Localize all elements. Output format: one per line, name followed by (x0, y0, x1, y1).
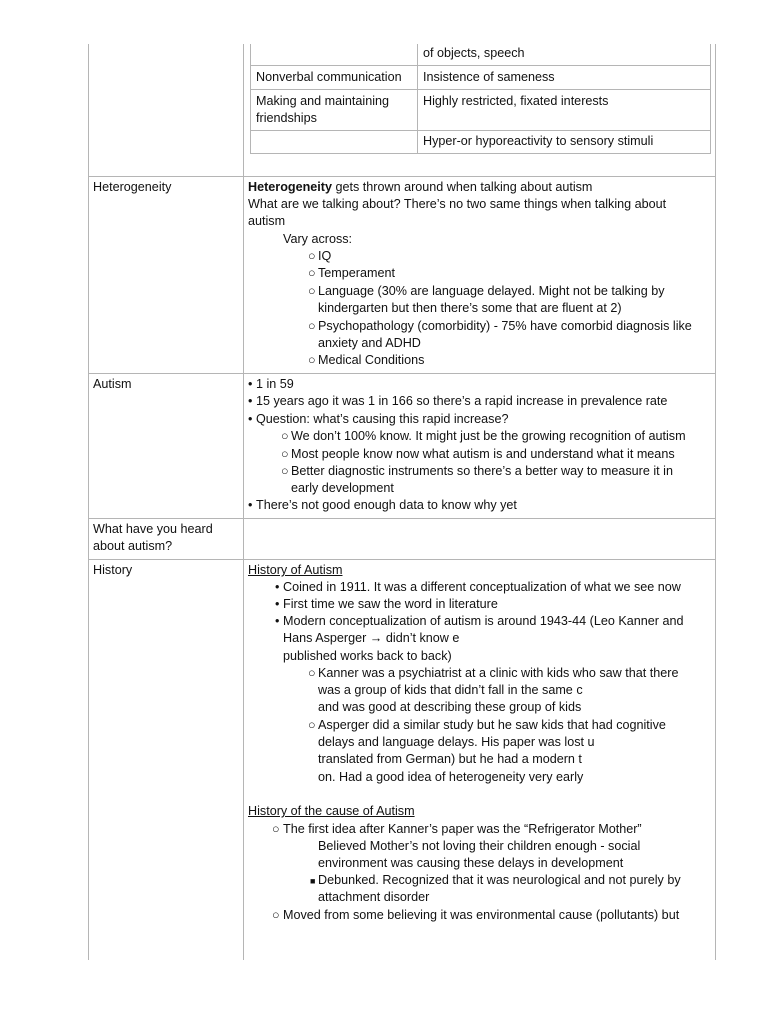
inner-row-divider (250, 130, 711, 131)
list-item: Debunked. Recognized that it was neurological and not purely by (318, 873, 681, 887)
inner-cell: Nonverbal communication (256, 70, 402, 84)
list-item: 1 in 59 (256, 377, 294, 391)
section-heading: History of the cause of Autism (248, 804, 415, 818)
bullet-circle-icon: ○ (308, 284, 316, 298)
list-item: Language (30% are language delayed. Might not be talking by (318, 284, 665, 298)
list-item: Modern conceptualization of autism is around 1943-44 (Leo Kanner and (283, 614, 684, 628)
list-item: Believed Mother’s not loving their children enough - social (318, 839, 641, 853)
text: gets thrown around when talking about autism (331, 180, 593, 194)
list-item: and was good at describing these group of kids (318, 700, 582, 714)
row-label-heard: What have you heard (93, 522, 213, 536)
list-item: Hans Asperger → didn’t know e (283, 631, 460, 645)
bullet-circle-icon: ○ (308, 353, 316, 367)
inner-table-column-divider (417, 44, 418, 154)
inner-cell: Hyper-or hyporeactivity to sensory stimuli (423, 134, 654, 148)
bullet-icon: • (275, 597, 280, 611)
list-item: on. Had a good idea of heterogeneity very early (318, 770, 584, 784)
row-divider (88, 176, 716, 177)
list-item: Moved from some believing it was environmental cause (pollutants) but (283, 908, 680, 922)
list-item: 15 years ago it was 1 in 166 so there’s a rapid increase in prevalence rate (256, 394, 668, 408)
list-item: Medical Conditions (318, 353, 425, 367)
list-item: translated from German) but he had a modern t (318, 752, 582, 766)
inner-cell: of objects, speech (423, 46, 525, 60)
list-item: delays and language delays. His paper was lost u (318, 735, 595, 749)
list-item: First time we saw the word in literature (283, 597, 498, 611)
list-item: Better diagnostic instruments so there’s a better way to measure it in (291, 464, 673, 478)
bullet-circle-icon: ○ (281, 447, 289, 461)
inner-row-divider (250, 89, 711, 90)
inner-cell: Insistence of sameness (423, 70, 555, 84)
bullet-circle-icon: ○ (308, 319, 316, 333)
table-column-divider (243, 44, 244, 960)
row-divider (88, 373, 716, 374)
list-item: Coined in 1911. It was a different conceptualization of what we see now (283, 580, 681, 594)
heterogeneity-line (248, 179, 592, 196)
bullet-icon: • (275, 614, 280, 628)
bullet-circle-icon: ○ (281, 464, 289, 478)
list-item: IQ (318, 249, 332, 263)
list-item: early development (291, 481, 394, 495)
list-item: Kanner was a psychiatrist at a clinic with kids who saw that there (318, 666, 679, 680)
inner-cell: Highly restricted, fixated interests (423, 94, 609, 108)
bullet-icon: • (248, 377, 253, 391)
list-item: The first idea after Kanner’s paper was the “Refrigerator Mother” (283, 822, 642, 836)
row-divider (88, 518, 716, 519)
bullet-circle-icon: ○ (272, 908, 280, 922)
inner-table-left-border (250, 44, 251, 154)
bullet-circle-icon: ○ (308, 249, 316, 263)
list-item: environment was causing these delays in development (318, 856, 624, 870)
inner-table-bottom-border (250, 153, 711, 154)
bullet-circle-icon: ○ (308, 266, 316, 280)
bullet-circle-icon: ○ (281, 429, 289, 443)
bullet-icon: • (275, 580, 280, 594)
list-item: published works back to back) (283, 649, 452, 663)
row-label-heard: about autism? (93, 539, 173, 553)
row-label-history: History (93, 563, 133, 577)
row-divider (88, 559, 716, 560)
list-item: We don’t 100% know. It might just be the growing recognition of autism (291, 429, 686, 443)
bullet-circle-icon: ○ (308, 718, 316, 732)
table-left-border (88, 44, 89, 960)
section-heading: History of Autism (248, 563, 343, 577)
bullet-circle-icon: ○ (272, 822, 280, 836)
bullet-circle-icon: ○ (308, 666, 316, 680)
list-item: attachment disorder (318, 890, 430, 904)
list-item: was a group of kids that didn’t fall in the same c (318, 683, 583, 697)
list-item: anxiety and ADHD (318, 336, 421, 350)
heterogeneity-line: autism (248, 214, 286, 228)
row-label-autism: Autism (93, 377, 132, 391)
heterogeneity-line: What are we talking about? There’s no two same things when talking about (248, 197, 667, 211)
bullet-icon: • (248, 498, 253, 512)
bullet-icon: • (248, 394, 253, 408)
inner-table-right-border (710, 44, 711, 154)
list-item: Psychopathology (comorbidity) - 75% have comorbid diagnosis like (318, 319, 692, 333)
bold-term: Heterogeneity (248, 180, 332, 194)
bullet-icon: • (248, 412, 253, 426)
list-item: Question: what’s causing this rapid increase? (256, 412, 509, 426)
row-label-heterogeneity: Heterogeneity (93, 180, 172, 194)
list-item: Temperament (318, 266, 395, 280)
list-item: There’s not good enough data to know why yet (256, 498, 517, 512)
list-item: Most people know now what autism is and understand what it means (291, 447, 675, 461)
bullet-square-icon: ■ (310, 876, 316, 886)
inner-row-divider (250, 65, 711, 66)
vary-across: Vary across: (283, 232, 353, 246)
inner-cell: friendships (256, 111, 317, 125)
list-item: kindergarten but then there’s some that are fluent at 2) (318, 301, 622, 315)
table-right-border (715, 44, 716, 960)
inner-cell: Making and maintaining (256, 94, 390, 108)
list-item: Asperger did a similar study but he saw kids that had cognitive (318, 718, 666, 732)
